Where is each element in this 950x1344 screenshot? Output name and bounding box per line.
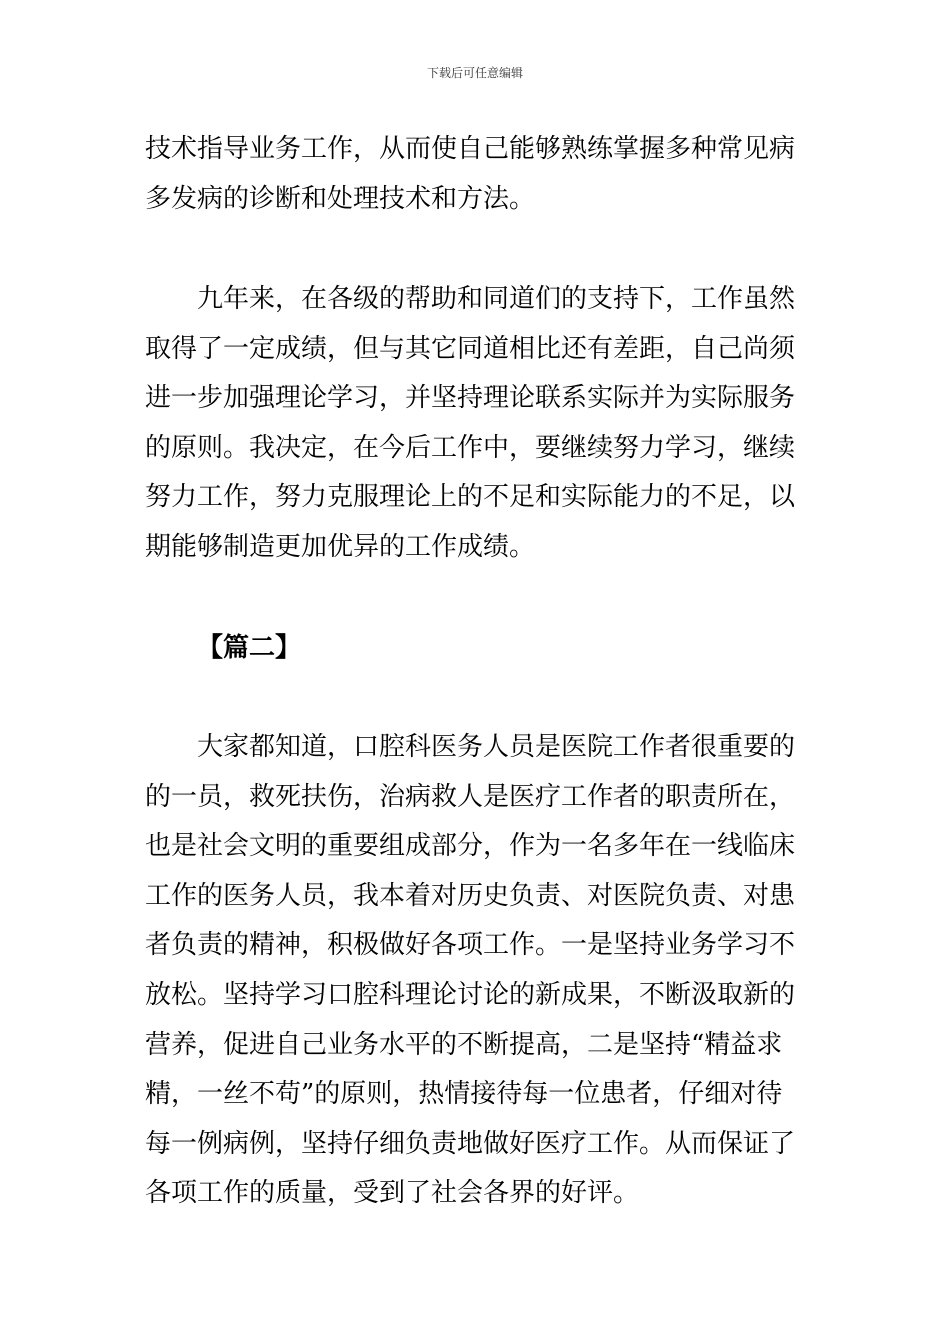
page-header: 下载后可任意编辑 bbox=[426, 66, 523, 80]
text-line: 期能够制造更加优异的工作成绩。 bbox=[145, 531, 536, 562]
text-line: 九年来，在各级的帮助和同道们的支持下，工作虽然 bbox=[145, 284, 796, 314]
text-line: 精，一丝不苟”的原则，热情接待每一位患者，仔细对待 bbox=[145, 1079, 783, 1110]
paragraph-1 bbox=[145, 125, 810, 224]
text-line: 努力工作，努力克服理论上的不足和实际能力的不足，以 bbox=[145, 482, 796, 513]
text-line: 取得了一定成绩，但与其它同道相比还有差距，自己尚须 bbox=[145, 333, 796, 364]
text-line: 技术指导业务工作，从而使自己能够熟练掌握多种常见病 bbox=[145, 134, 796, 164]
paragraph-2 bbox=[145, 275, 810, 573]
text-line: 每一例病例，坚持仔细负责地做好医疗工作。从而保证了 bbox=[145, 1128, 796, 1159]
text-line: 也是社会文明的重要组成部分，作为一名多年在一线临床 bbox=[145, 831, 796, 862]
text-line: 各项工作的质量，受到了社会各界的好评。 bbox=[145, 1178, 640, 1209]
text-line: 进一步加强理论学习，并坚持理论联系实际并为实际服务 bbox=[145, 383, 796, 414]
text-line: 工作的医务人员，我本着对历史负责、对医院负责、对患 bbox=[145, 880, 796, 911]
text-line: 的一员，救死扶伤，治病救人是医疗工作者的职责所在， bbox=[145, 781, 796, 812]
text-line: 大家都知道，口腔科医务人员是医院工作者很重要的 bbox=[145, 732, 796, 762]
text-line: 放松。坚持学习口腔科理论讨论的新成果，不断汲取新的 bbox=[145, 979, 796, 1010]
text-line: 者负责的精神，积极做好各项工作。一是坚持业务学习不 bbox=[145, 930, 796, 961]
section-title: 【篇二】 bbox=[197, 633, 302, 663]
text-line: 的原则。我决定，在今后工作中，要继续努力学习，继续 bbox=[145, 432, 796, 463]
text-line: 多发病的诊断和处理技术和方法。 bbox=[145, 183, 536, 214]
text-line: 营养，促进自己业务水平的不断提高，二是坚持“精益求 bbox=[145, 1029, 783, 1060]
paragraph-3 bbox=[145, 723, 810, 1219]
